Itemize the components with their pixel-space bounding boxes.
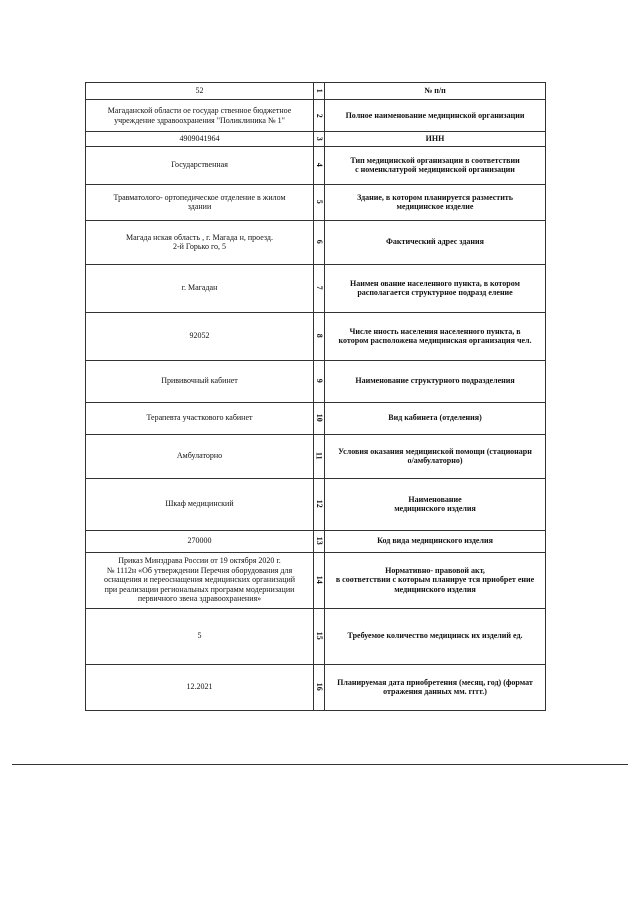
row-number [313, 83, 324, 100]
table-row [86, 220, 546, 264]
table-row [86, 434, 546, 478]
row-number-text: 5 [314, 200, 324, 205]
row-label: Наименование структурного подразделения [325, 360, 546, 402]
row-number-text: 15 [314, 632, 324, 641]
row-label: Полное наименование медицинской организации [325, 100, 546, 132]
row-label: Нормативно- правовой акт, в соответствии с которым планируе тся приобрет ение медицинского изделия [325, 552, 546, 608]
table-row [86, 478, 546, 530]
row-number [313, 264, 324, 312]
row-value: Терапевта участкового кабинет [86, 402, 314, 434]
row-number-text: 8 [314, 334, 324, 339]
row-number [313, 402, 324, 434]
row-label: Код вида медицинского изделия [325, 530, 546, 552]
row-number [313, 132, 324, 147]
row-number-text: 4 [314, 163, 324, 168]
row-number-text: 9 [314, 379, 324, 384]
row-label: Тип медицинской организации в соответствии с номенклатурой медицинской организации [325, 146, 546, 184]
row-value: 4909041964 [86, 132, 314, 147]
table-row [86, 608, 546, 664]
row-number-text: 7 [314, 286, 324, 291]
row-number [313, 184, 324, 220]
row-label: ИНН [325, 132, 546, 147]
row-number-text: 10 [314, 414, 324, 423]
row-number [313, 664, 324, 710]
table-row [86, 264, 546, 312]
row-label: Фактический адрес здания [325, 220, 546, 264]
row-number-text: 11 [314, 452, 324, 460]
row-label: Вид кабинета (отделения) [325, 402, 546, 434]
table-row [86, 83, 546, 100]
row-value: 270000 [86, 530, 314, 552]
row-number [313, 360, 324, 402]
row-value: 52 [86, 83, 314, 100]
row-value: Государственная [86, 146, 314, 184]
table-row [86, 530, 546, 552]
row-number-text: 1 [314, 89, 324, 93]
row-number [313, 552, 324, 608]
row-value: Прививочный кабинет [86, 360, 314, 402]
row-number-text: 14 [314, 576, 324, 585]
row-label: Условия оказания медицинской помощи (стационарн о/амбулаторно) [325, 434, 546, 478]
row-value: Магада нская область , г. Магада н, проезд. 2-й Горько го, 5 [86, 220, 314, 264]
row-value: Амбулаторно [86, 434, 314, 478]
row-value: г. Магадан [86, 264, 314, 312]
row-number-text: 16 [314, 683, 324, 692]
row-label: Здание, в котором планируется разместить медицинское изделие [325, 184, 546, 220]
row-label: Числе нность населения населенного пункта, в котором расположена медицинская организация чел. [325, 312, 546, 360]
row-label: Требуемое количество медицинск их изделий ед. [325, 608, 546, 664]
row-number [313, 220, 324, 264]
row-number [313, 608, 324, 664]
row-label: Наименование медицинского изделия [325, 478, 546, 530]
row-number [313, 478, 324, 530]
table-row [86, 312, 546, 360]
table-row [86, 184, 546, 220]
row-value: Приказ Минздрава России от 19 октября 2020 г. № 1112н «Об утверждении Перечня оборудования для оснащения и переоснащения медицинских организаций при реализации региональных программ модернизации первичного звена здравоохранения» [86, 552, 314, 608]
row-number-text: 13 [314, 537, 324, 546]
row-value: Травматолого- ортопедическое отделение в жилом здании [86, 184, 314, 220]
row-label: № п/п [325, 83, 546, 100]
table-row [86, 132, 546, 147]
table-row [86, 664, 546, 710]
row-number [313, 434, 324, 478]
table-row [86, 360, 546, 402]
row-number-text: 2 [314, 113, 324, 118]
table-row [86, 552, 546, 608]
row-number-text: 6 [314, 240, 324, 245]
bottom-divider [12, 764, 628, 765]
row-value: Магаданской области ое государ ственное бюджетное учреждение здравоохранения "Поликлиника № 1" [86, 100, 314, 132]
row-number [313, 100, 324, 132]
row-value: Шкаф медицинский [86, 478, 314, 530]
medical-device-form-table [85, 82, 546, 711]
row-number-text: 12 [314, 500, 324, 509]
table-row [86, 100, 546, 132]
table-row [86, 146, 546, 184]
row-number [313, 530, 324, 552]
row-value: 92052 [86, 312, 314, 360]
row-label: Наимен ование населенного пункта, в котором располагается структурное подразд еление [325, 264, 546, 312]
row-number [313, 312, 324, 360]
row-value: 12.2021 [86, 664, 314, 710]
row-number-text: 3 [314, 136, 324, 141]
row-number [313, 146, 324, 184]
row-label: Планируемая дата приобретения (месяц, год) (формат отражения данных мм. гггг.) [325, 664, 546, 710]
table-row [86, 402, 546, 434]
row-value: 5 [86, 608, 314, 664]
